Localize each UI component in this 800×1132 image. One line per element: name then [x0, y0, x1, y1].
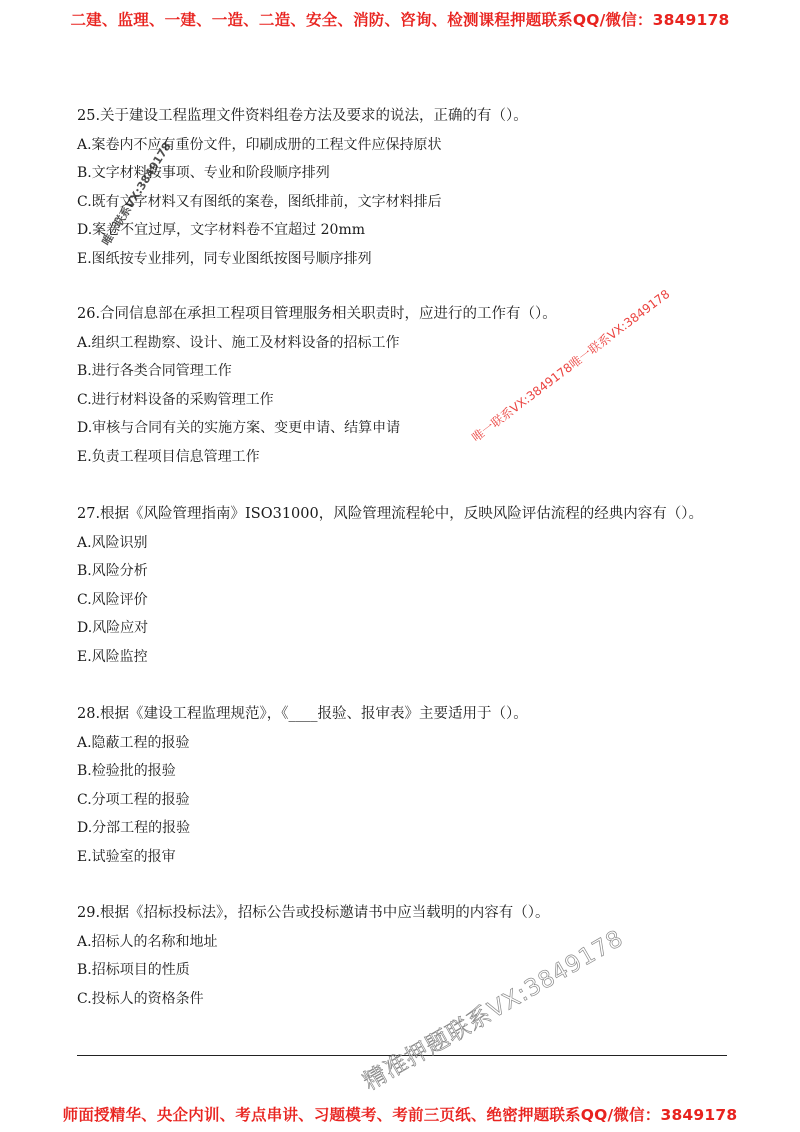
question-text: 29.根据《招标投标法》，招标公告或投标邀请书中应当载明的内容有（）。	[77, 905, 550, 921]
question-text: 25.关于建设工程监理文件资料组卷方法及要求的说法，正确的有（）。	[77, 108, 528, 124]
question-25	[77, 106, 767, 277]
option-d: D.风险应对	[77, 620, 149, 636]
watermark-gray: 精准押题联系VX:3849178	[359, 925, 629, 1096]
question-text: 27.根据《风险管理指南》ISO31000，风险管理流程轮中，反映风险评估流程的经典内容有（）。	[77, 506, 703, 522]
option-c: C.既有文字材料又有图纸的案卷，图纸排前，文字材料排后	[77, 193, 442, 210]
option-e: E.试验室的报审	[77, 848, 176, 865]
option-b: B.文字材料按事项、专业和阶段顺序排列	[77, 165, 330, 181]
option-a: A.隐蔽工程的报验	[77, 734, 190, 751]
footer-banner: 师面授精华、央企内训、考点串讲、习题模考、考前三页纸、绝密押题联系QQ/微信：3849178	[62, 1106, 738, 1124]
option-e: E.图纸按专业排列，同专业图纸按图号顺序排列	[77, 250, 372, 267]
option-c: C.风险评价	[77, 591, 148, 608]
watermark-red: 唯一联系VX:3849178唯一联系VX:3849178	[469, 286, 673, 445]
option-d: D.审核与合同有关的实施方案、变更申请、结算申请	[77, 420, 401, 436]
header-banner: 二建、监理、一建、一造、二造、安全、消防、咨询、检测课程押题联系QQ/微信：3849178	[70, 11, 730, 29]
option-b: B.招标项目的性质	[77, 962, 190, 978]
option-d: D.案卷不宜过厚，文字材料卷不宜超过 20mm	[77, 222, 365, 238]
question-text: 26.合同信息部在承担工程项目管理服务相关职责时，应进行的工作有（）。	[77, 306, 557, 322]
question-27	[77, 504, 767, 675]
option-b: B.风险分析	[77, 563, 148, 579]
option-b: B.进行各类合同管理工作	[77, 363, 232, 379]
question-text: 28.根据《建设工程监理规范》，《____报验、报审表》主要适用于（）。	[77, 706, 528, 722]
option-e: E.负责工程项目信息管理工作	[77, 448, 260, 465]
question-26	[77, 304, 767, 475]
question-28	[77, 704, 767, 875]
option-c: C.投标人的资格条件	[77, 990, 204, 1007]
option-e: E.风险监控	[77, 648, 148, 665]
option-b: B.检验批的报验	[77, 763, 176, 779]
option-a: A.风险识别	[77, 534, 148, 551]
option-a: A.案卷内不应有重份文件，印刷成册的工程文件应保持原状	[77, 136, 442, 153]
watermark-dark: 唯一联系VX:3849178	[99, 140, 174, 248]
option-a: A.组织工程勘察、设计、施工及材料设备的招标工作	[77, 334, 400, 351]
option-c: C.进行材料设备的采购管理工作	[77, 391, 274, 408]
option-d: D.分部工程的报验	[77, 820, 191, 836]
option-c: C.分项工程的报验	[77, 791, 190, 808]
question-29	[77, 903, 767, 1017]
option-a: A.招标人的名称和地址	[77, 933, 218, 950]
